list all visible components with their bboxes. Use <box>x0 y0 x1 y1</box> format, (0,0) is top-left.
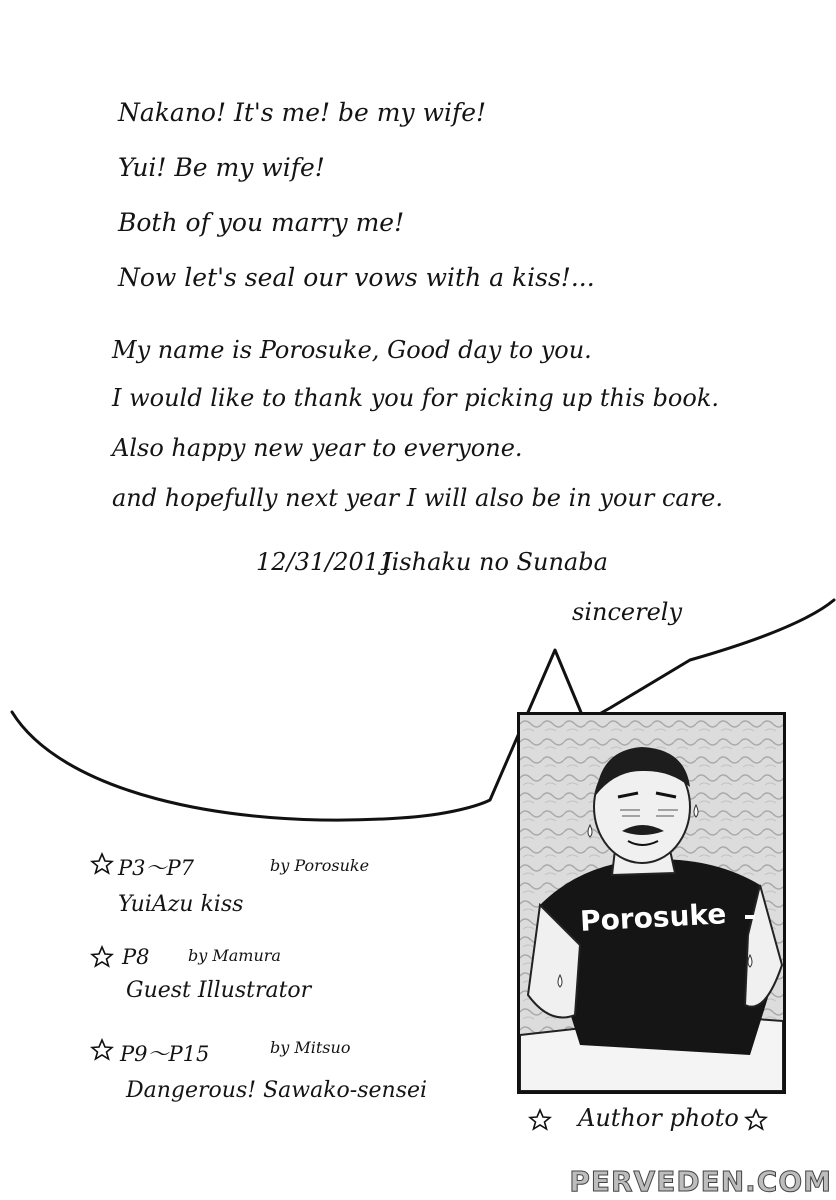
message-line-3: Also happy new year to everyone. <box>112 434 523 462</box>
credit-title-3: Dangerous! Sawako-sensei <box>126 1078 428 1103</box>
credit-pages-3: P9～P15 <box>120 1042 210 1066</box>
photo-caption: Author photo <box>578 1104 739 1132</box>
star-outline-icon <box>90 945 114 969</box>
credit-title-2: Guest Illustrator <box>126 978 312 1003</box>
message-line-2: I would like to thank you for picking up this book. <box>112 384 719 412</box>
star-outline-icon <box>528 1108 552 1132</box>
letter-line-2: Yui! Be my wife! <box>118 153 325 182</box>
message-line-4: and hopefully next year I will also be in your care. <box>112 484 724 512</box>
watermark: PERVEDEN.COM <box>569 1165 832 1198</box>
letter-line-1: Nakano! It's me! be my wife! <box>118 98 487 127</box>
letter-signature: Jishaku no Sunaba <box>382 548 608 576</box>
shirt-text: Porosuke <box>579 897 728 938</box>
star-outline-icon <box>90 852 114 876</box>
credit-author-1: by Porosuke <box>270 856 370 875</box>
letter-date: 12/31/2011 <box>256 548 395 576</box>
credit-pages-1: P3～P7 <box>118 856 194 880</box>
credit-title-1: YuiAzu kiss <box>118 892 244 917</box>
message-line-1: My name is Porosuke, Good day to you. <box>112 336 592 364</box>
star-outline-icon <box>90 1038 114 1062</box>
star-outline-icon <box>744 1108 768 1132</box>
letter-line-3: Both of you marry me! <box>118 208 405 237</box>
credit-pages-2: P8 <box>122 945 150 969</box>
letter-closing: sincerely <box>572 598 683 626</box>
letter-line-4: Now let's seal our vows with a kiss!... <box>118 263 595 292</box>
credit-author-3: by Mitsuo <box>270 1038 351 1057</box>
author-photo <box>517 712 786 1094</box>
credit-author-2: by Mamura <box>188 946 281 965</box>
